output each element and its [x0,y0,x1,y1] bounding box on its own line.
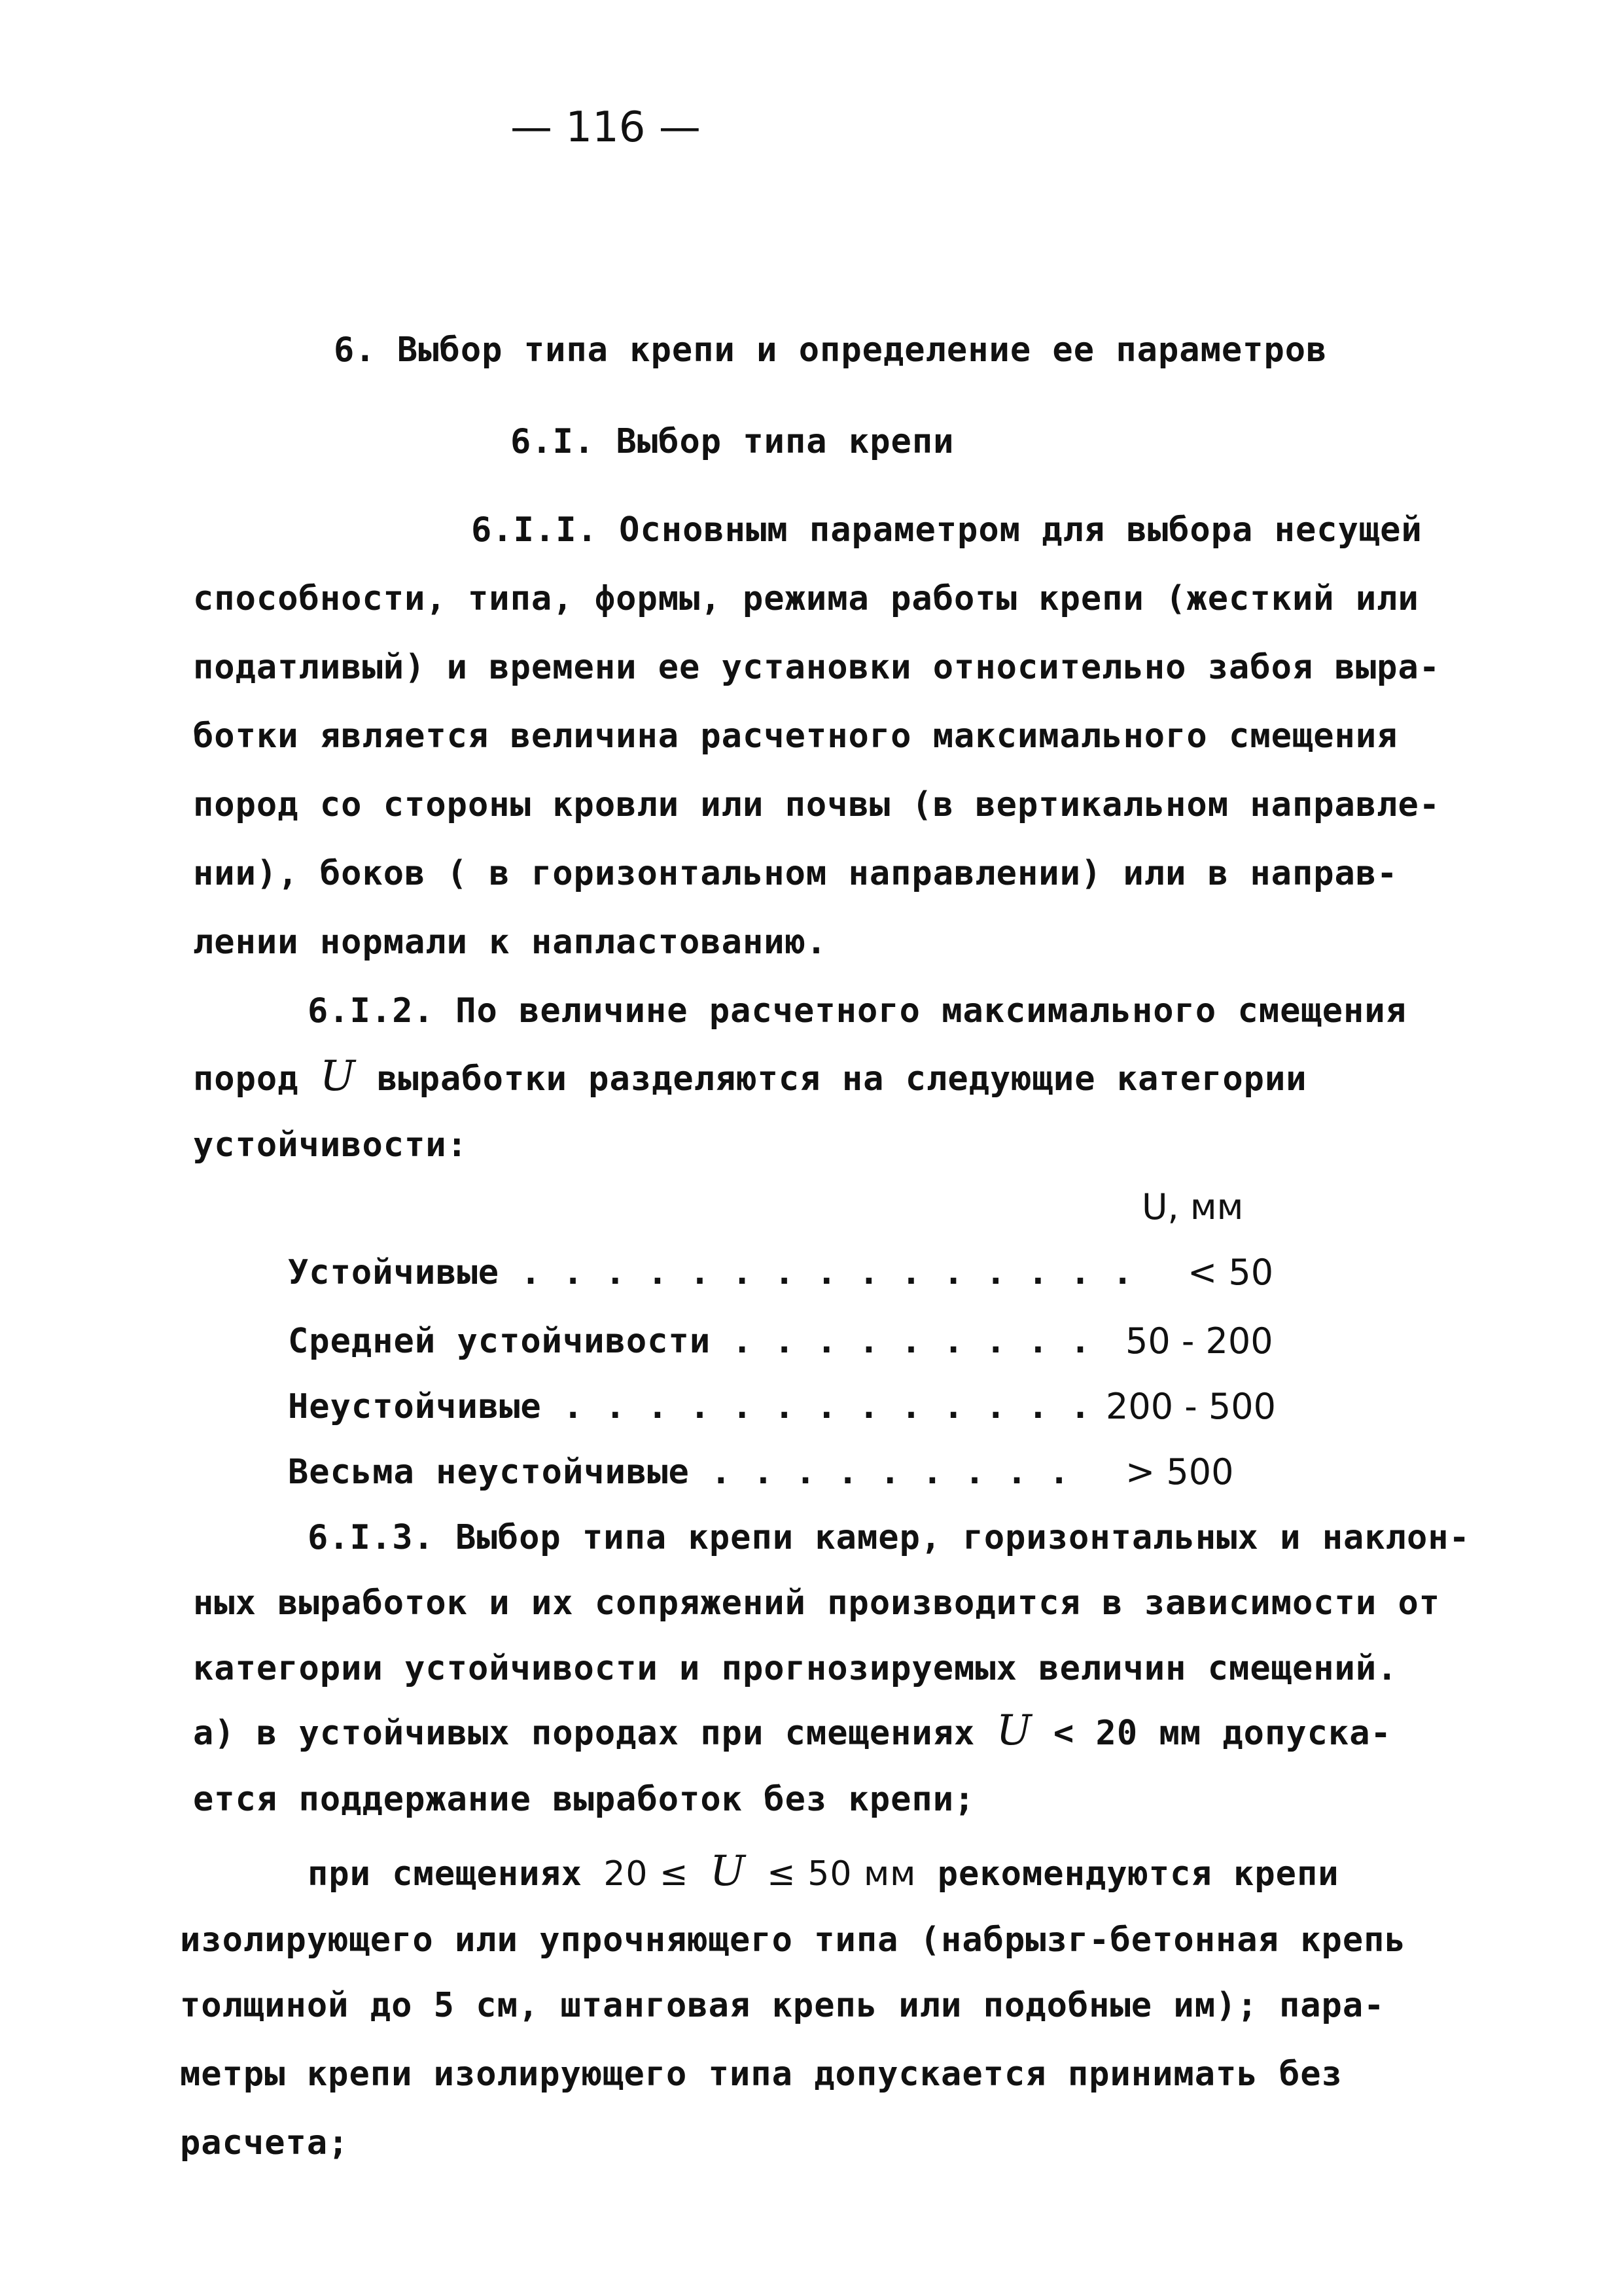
para-50-line-3: толщиной до 5 см, штанговая крепь или подобные им); пара- [180,1986,1385,2025]
para-50-line-5: расчета; [180,2123,349,2163]
para-611-line-6: нии), боков ( в горизонтальном направлении) или в направ- [193,854,1398,893]
para-612-line-2 [193,1052,1307,1101]
para-612-line-1: 6.I.2. По величине расчетного максимального смещения [308,991,1407,1031]
para-613-line-1: 6.I.3. Выбор типа крепи камер, горизонтальных и наклон- [308,1518,1470,1557]
para-611-line-2: способности, типа, формы, режима работы крепи (жесткий или [193,579,1419,618]
section-title: 6. Выбор типа крепи и определение ее параметров [334,330,1328,370]
category-value: > 500 [1125,1451,1234,1492]
para-611-line-3: податливый) и времени ее установки относительно забоя выра- [193,648,1441,687]
subsection-title: 6.I. Выбор типа крепи [510,422,955,461]
para-50-pre: при смещениях [308,1854,582,1894]
para-611-line-1: 6.I.I. Основным параметром для выбора несущей [471,510,1422,550]
para-611-line-7: лении нормали к напластованию. [193,923,828,962]
para-50-line-1 [308,1847,1339,1896]
item-a-line-1 [193,1706,1392,1755]
para-613-line-3: категории устойчивости и прогнозируемых величин смещений. [193,1649,1398,1688]
category-value: < 50 [1188,1252,1274,1293]
u-symbol: U [319,1052,356,1101]
range-low: 20 ≤ [603,1854,689,1894]
category-label: Устойчивые . . . . . . . . . . . . . . . [288,1253,1134,1292]
u-symbol: U [709,1847,746,1896]
page-number: — 116 — [510,103,701,152]
category-label: Средней устойчивости . . . . . . . . . [288,1322,1091,1361]
category-value: 50 - 200 [1125,1320,1273,1362]
category-label: Неустойчивые . . . . . . . . . . . . . [288,1387,1091,1426]
range-high: ≤ 50 мм [767,1854,917,1894]
item-a-line-2: ется поддержание выработок без крепи; [193,1780,976,1819]
category-value: 200 - 500 [1106,1386,1276,1427]
para-612-post: выработки разделяются на следующие категории [377,1059,1307,1099]
para-612-line-3: устойчивости: [193,1125,468,1165]
para-50-post: рекомендуются крепи [937,1854,1339,1894]
item-a-pre: а) в устойчивых породах при смещениях [193,1714,976,1753]
item-a-post: < 20 мм допуска- [1053,1714,1392,1753]
u-symbol: U [996,1706,1033,1755]
para-611-line-4: ботки является величина расчетного максимального смещения [193,716,1398,756]
table-header: U, мм [1142,1186,1244,1227]
para-612-pre: пород [193,1059,299,1099]
category-label: Весьма неустойчивые . . . . . . . . . [288,1453,1070,1492]
para-50-line-2: изолирующего или упрочняющего типа (набрызг-бетонная крепь [180,1920,1406,1960]
para-611-line-5: пород со стороны кровли или почвы (в вертикальном направле- [193,785,1441,824]
para-50-line-4: метры крепи изолирующего типа допускается принимать без [180,2055,1343,2094]
para-613-line-2: ных выработок и их сопряжений производится в зависимости от [193,1583,1441,1623]
